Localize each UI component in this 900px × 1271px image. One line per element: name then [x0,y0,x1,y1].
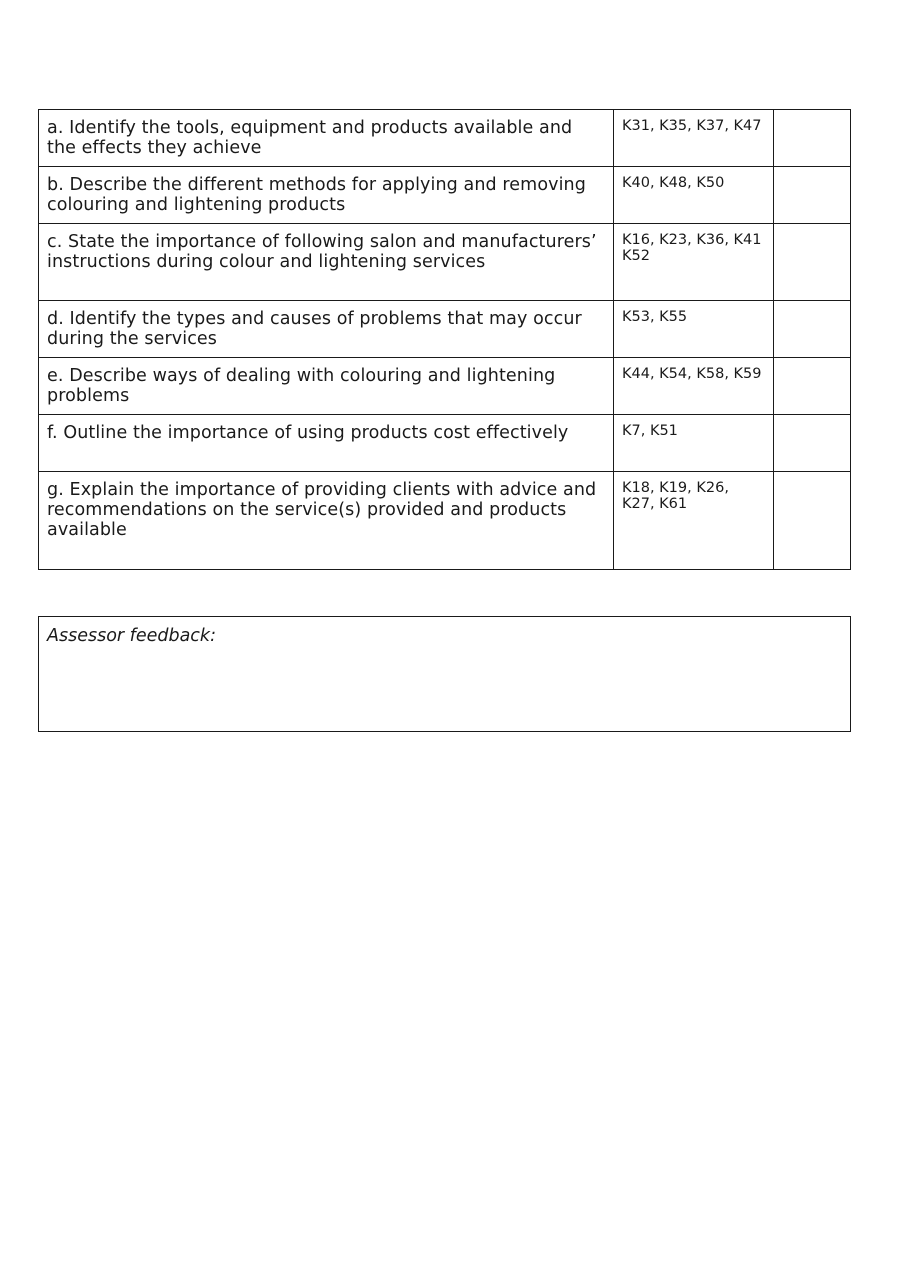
criteria-description: d. Identify the types and causes of problems that may occur during the services [47,309,582,349]
criteria-description: f. Outline the importance of using products cost effectively [47,423,569,443]
assessor-feedback-box[interactable] [38,616,851,732]
criteria-description: a. Identify the tools, equipment and products available and the effects they achieve [47,118,573,158]
knowledge-references: K53, K55 [622,309,688,325]
knowledge-reference-cell [614,224,774,301]
tick-cell[interactable] [774,301,851,358]
criteria-description: e. Describe ways of dealing with colouring and lightening problems [47,366,556,406]
tick-cell[interactable] [774,110,851,167]
tick-cell[interactable] [774,415,851,472]
tick-cell[interactable] [774,167,851,224]
criteria-description-cell [39,224,614,301]
criteria-description: c. State the importance of following salon and manufacturers’ instructions during colour and lightening services [47,232,597,272]
assessor-feedback-label: Assessor feedback: [47,626,216,646]
criteria-description-cell [39,472,614,570]
knowledge-reference-cell [614,301,774,358]
knowledge-reference-cell [614,110,774,167]
criteria-description-cell [39,358,614,415]
knowledge-references: K31, K35, K37, K47 [622,118,762,134]
criteria-description-cell [39,301,614,358]
criteria-description-cell [39,415,614,472]
criteria-description: b. Describe the different methods for applying and removing colouring and lightening products [47,175,586,215]
knowledge-reference-cell [614,472,774,570]
tick-cell[interactable] [774,472,851,570]
knowledge-references: K7, K51 [622,423,678,439]
criteria-description-cell [39,167,614,224]
criteria-table [38,109,851,570]
knowledge-reference-cell [614,415,774,472]
criteria-description: g. Explain the importance of providing clients with advice and recommendations on the service(s) provided and products available [47,480,597,540]
criteria-row-a [39,110,851,167]
criteria-description-cell [39,110,614,167]
tick-cell[interactable] [774,358,851,415]
knowledge-reference-cell [614,167,774,224]
knowledge-references: K44, K54, K58, K59 [622,366,762,382]
criteria-row-d [39,301,851,358]
knowledge-references: K16, K23, K36, K41 K52 [622,232,762,264]
criteria-row-g [39,472,851,570]
knowledge-references: K40, K48, K50 [622,175,725,191]
criteria-row-f [39,415,851,472]
knowledge-reference-cell [614,358,774,415]
tick-cell[interactable] [774,224,851,301]
knowledge-references: K18, K19, K26, K27, K61 [622,480,729,512]
criteria-row-e [39,358,851,415]
criteria-row-b [39,167,851,224]
criteria-row-c [39,224,851,301]
